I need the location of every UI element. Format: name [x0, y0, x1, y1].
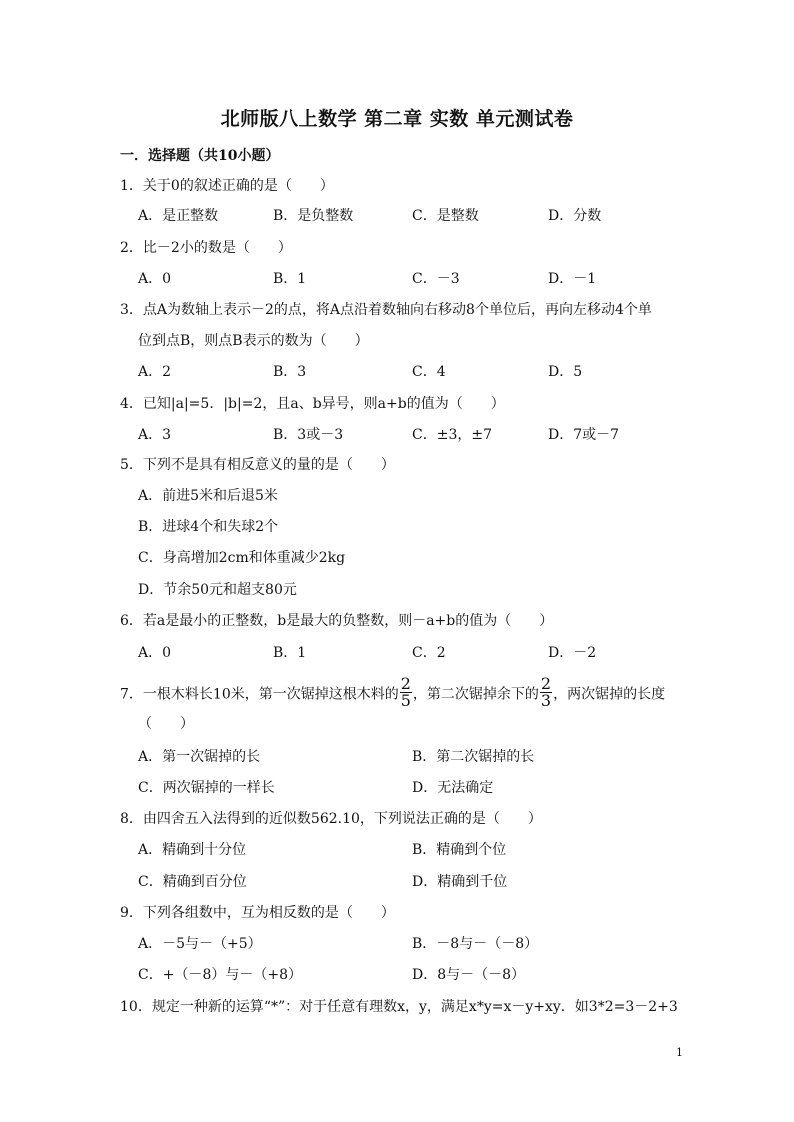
- question-5-option-d: D．节余50元和超支80元: [138, 582, 297, 598]
- page-number: 1: [676, 1046, 683, 1059]
- question-1-stem: 1．关于0的叙述正确的是（ ）: [120, 178, 334, 194]
- question-7-stem-part-b: ，第二次锯掉余下的: [412, 686, 539, 703]
- question-2-option-a: A．0: [138, 271, 172, 287]
- question-3-option-a: A．2: [138, 364, 172, 380]
- fraction-denominator: 5: [400, 691, 411, 710]
- question-6-option-b: B．1: [273, 645, 307, 661]
- fraction-two-thirds: [540, 676, 552, 709]
- question-1-option-b: B．是负整数: [273, 208, 354, 224]
- question-2-option-b: B．1: [273, 271, 307, 287]
- question-6-stem: 6．若a是最小的正整数，b是最大的负整数，则－a+b的值为（ ）: [120, 613, 554, 629]
- question-5-option-b: B．进球4个和失球2个: [138, 519, 279, 535]
- question-9-stem: 9．下列各组数中，互为相反数的是（ ）: [120, 905, 395, 921]
- question-9-option-d: D．8与－（－8）: [412, 967, 526, 983]
- question-5-option-a: A．前进5米和后退5米: [138, 488, 278, 504]
- question-7-option-c: C．两次锯掉的一样长: [138, 780, 275, 796]
- question-5-option-c: C．身高增加2cm和体重减少2kg: [138, 550, 346, 566]
- question-3-option-b: B．3: [273, 364, 307, 380]
- question-9-option-a: A．－5与－（+5）: [138, 936, 262, 952]
- question-8-stem: 8．由四舍五入法得到的近似数562.10，下列说法正确的是（ ）: [120, 811, 542, 827]
- question-1-option-c: C．是整数: [412, 208, 479, 224]
- page-title: 北师版八上数学 第二章 实数 单元测试卷: [220, 108, 574, 130]
- question-7-stem-part-a: 7．一根木料长10米，第一次锯掉这根木料的: [120, 686, 399, 703]
- question-6-option-c: C．2: [412, 645, 446, 661]
- question-4-option-a: A．3: [138, 427, 172, 443]
- question-9-option-b: B．－8与－（－8）: [412, 936, 539, 952]
- fraction-two-fifths: [400, 676, 412, 709]
- question-4-option-b: B．3或－3: [273, 427, 344, 443]
- question-2-option-c: C．－3: [412, 271, 460, 287]
- question-8-option-d: D．精确到千位: [412, 874, 508, 890]
- question-7-stem-part-c: ，两次锯掉的长度: [553, 686, 666, 703]
- question-9-option-c: C．+（－8）与－（+8）: [138, 967, 302, 983]
- question-3-option-d: D．5: [548, 364, 583, 380]
- question-3-option-c: C．4: [412, 364, 446, 380]
- fraction-denominator: 3: [540, 691, 552, 710]
- fraction-numerator: 2: [540, 674, 552, 693]
- question-3-stem: 3．点A为数轴上表示－2的点，将A点沿着数轴向右移动8个单位后，再向左移动4个单: [120, 302, 652, 318]
- question-2-stem: 2．比－2小的数是（ ）: [120, 240, 292, 256]
- question-1-option-d: D．分数: [548, 208, 602, 224]
- question-2-option-d: D．－1: [548, 271, 597, 287]
- question-7-stem: [120, 674, 666, 711]
- question-8-option-a: A．精确到十分位: [138, 842, 247, 858]
- question-5-stem: 5．下列不是具有相反意义的量的是（ ）: [120, 457, 395, 473]
- question-4-stem: 4．已知|a|=5．|b|=2，且a、b异号，则a+b的值为（ ）: [120, 396, 505, 412]
- fraction-numerator: 2: [400, 674, 411, 693]
- question-6-option-a: A．0: [138, 645, 172, 661]
- question-1-option-a: A．是正整数: [138, 208, 219, 224]
- question-6-option-d: D．－2: [548, 645, 597, 661]
- question-7-option-a: A．第一次锯掉的长: [138, 749, 261, 765]
- question-4-option-d: D．7或－7: [548, 427, 620, 443]
- question-7-stem-cont: （ ）: [138, 716, 194, 732]
- question-7-option-b: B．第二次锯掉的长: [412, 749, 535, 765]
- question-10-stem: 10．规定一种新的运算“*”：对于任意有理数x，y，满足x*y=x－y+xy．如3*2=3－2+3: [120, 999, 678, 1015]
- question-3-stem-cont: 位到点B，则点B表示的数为（ ）: [138, 333, 369, 349]
- question-4-option-c: C．±3，±7: [412, 427, 492, 443]
- section-heading: 一．选择题（共10小题）: [120, 148, 280, 164]
- question-7-option-d: D．无法确定: [412, 780, 494, 796]
- question-8-option-b: B．精确到个位: [412, 842, 507, 858]
- question-8-option-c: C．精确到百分位: [138, 874, 247, 890]
